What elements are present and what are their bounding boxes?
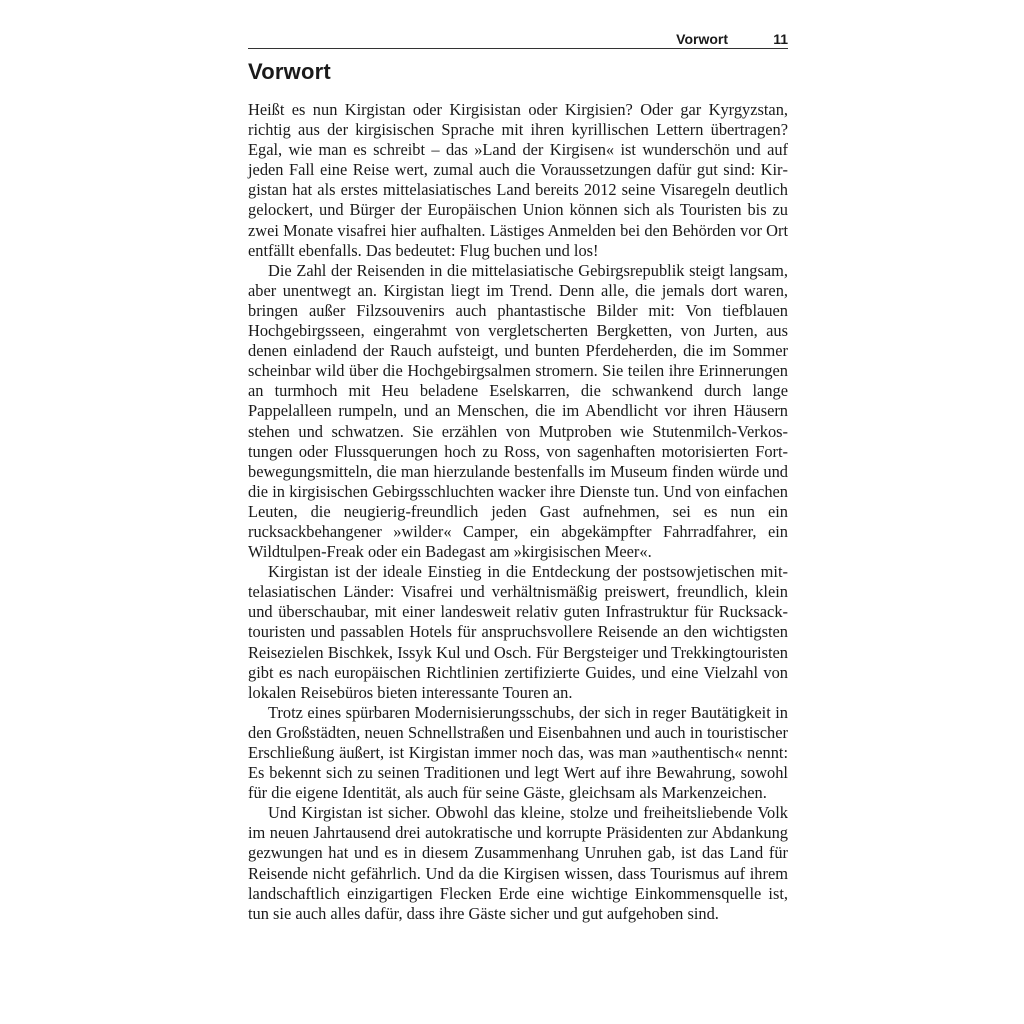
page-number: 11 (773, 31, 788, 47)
paragraph: Trotz eines spürbaren Modernisierungsschubs, der sich in reger Bautätigkeit in den Großstädten, neuen Schnellstraßen und Eisenbahnen und auch in touristischer Erschließung äußert, ist Kirgistan immer noch das, was man »authentisch« nennt: Es bekennt sich zu seinen Traditionen und legt Wert auf ihre Bewahrung, sowohl für die eigene Identität, als auch für seine Gäste, gleichsam als Markenzeichen. (248, 702, 788, 803)
running-head (248, 30, 788, 49)
paragraph: Und Kirgistan ist sicher. Obwohl das kleine, stolze und freiheitsliebende Volk im neuen Jahrtausend drei autokratische und korrupte Präsidenten zur Abdankung gezwungen hat und es in diesem Zusammenhang Unruhen gab, ist das Land für Reisende nicht gefährlich. Und da die Kirgisen wissen, dass Tourismus auf ihrem landschaftlich einzigartigen Flecken Erde eine wichtige Einkommensquelle ist, tun sie auch alles dafür, dass ihre Gäste sicher und gut aufgehoben sind. (248, 803, 788, 923)
paragraph: Kirgistan ist der ideale Einstieg in die Entdeckung der postsowjetischen mittelasiatischen Länder: Visafrei und verhältnismäßig preiswert, freundlich, klein und überschaubar, mit einer landesweit relativ guten Infrastruktur für Rucksacktouristen und passablen Hotels für anspruchsvollere Reisende an den wichtigsten Reisezielen Bischkek, Issyk Kul und Osch. Für Bergsteiger und Trekkingtouristen gibt es nach europäischen Richtlinien zertifizierte Guides, und eine Vielzahl von lokalen Reisebüros bieten interessante Touren an. (248, 562, 788, 702)
body-text (248, 100, 788, 924)
chapter-title: Vorwort (248, 59, 331, 84)
paragraph: Heißt es nun Kirgistan oder Kirgisistan oder Kirgisien? Oder gar Kyrgyzstan, richtig aus der kirgisischen Sprache mit ihren kyrillischen Lettern übertragen? Egal, wie man es schreibt – das »Land der Kirgisen« ist wunderschön und auf jeden Fall eine Reise wert, zumal auch die Voraussetzungen dafür gut sind: Kirgistan hat als erstes mittelasiatisches Land bereits 2012 seine Visaregeln deutlich gelockert, und Bürger der Europäischen Union können sich als Touristen bis zu zwei Monate visafrei hier aufhalten. Lästiges Anmelden bei den Behörden vor Ort entfällt ebenfalls. Das bedeutet: Flug buchen und los! (248, 100, 788, 260)
paragraph: Die Zahl der Reisenden in die mittelasiatische Gebirgsrepublik steigt langsam, aber unentwegt an. Kirgistan liegt im Trend. Denn alle, die jemals dort waren, bringen außer Filzsouvenirs auch phantastische Bilder mit: Von tiefblauen Hochgebirgsseen, eingerahmt von vergletscherten Bergketten, von Jurten, aus denen einladend der Rauch aufsteigt, und bunten Pferdeherden, die im Sommer scheinbar wild über die Hochgebirgsalmen stromern. Sie teilen ihre Erinnerungen an turmhoch mit Heu beladene Eselskarren, die schwankend durch lange Pappelalleen rumpeln, und an Menschen, die im Abendlicht vor ihren Häusern stehen und schwatzen. Sie erzählen von Mutproben wie Stutenmilch-Verkostungen oder Flussquerungen hoch zu Ross, von sagenhaften motorisierten Fortbewegungsmitteln, die man hierzulande bestenfalls im Museum finden würde und die in kirgisischen Gebirgsschluchten wacker ihre Dienste tun. Und von einfachen Leuten, die neugierig-freundlich jeden Gast aufnehmen, sei es nun ein rucksackbehangener »wilder« Camper, ein abgekämpfter Fahrradfahrer, ein Wildtulpen-Freak oder ein Badegast am »kirgisischen Meer«. (248, 260, 788, 562)
running-head-title: Vorwort (676, 31, 728, 47)
book-page (248, 30, 788, 924)
